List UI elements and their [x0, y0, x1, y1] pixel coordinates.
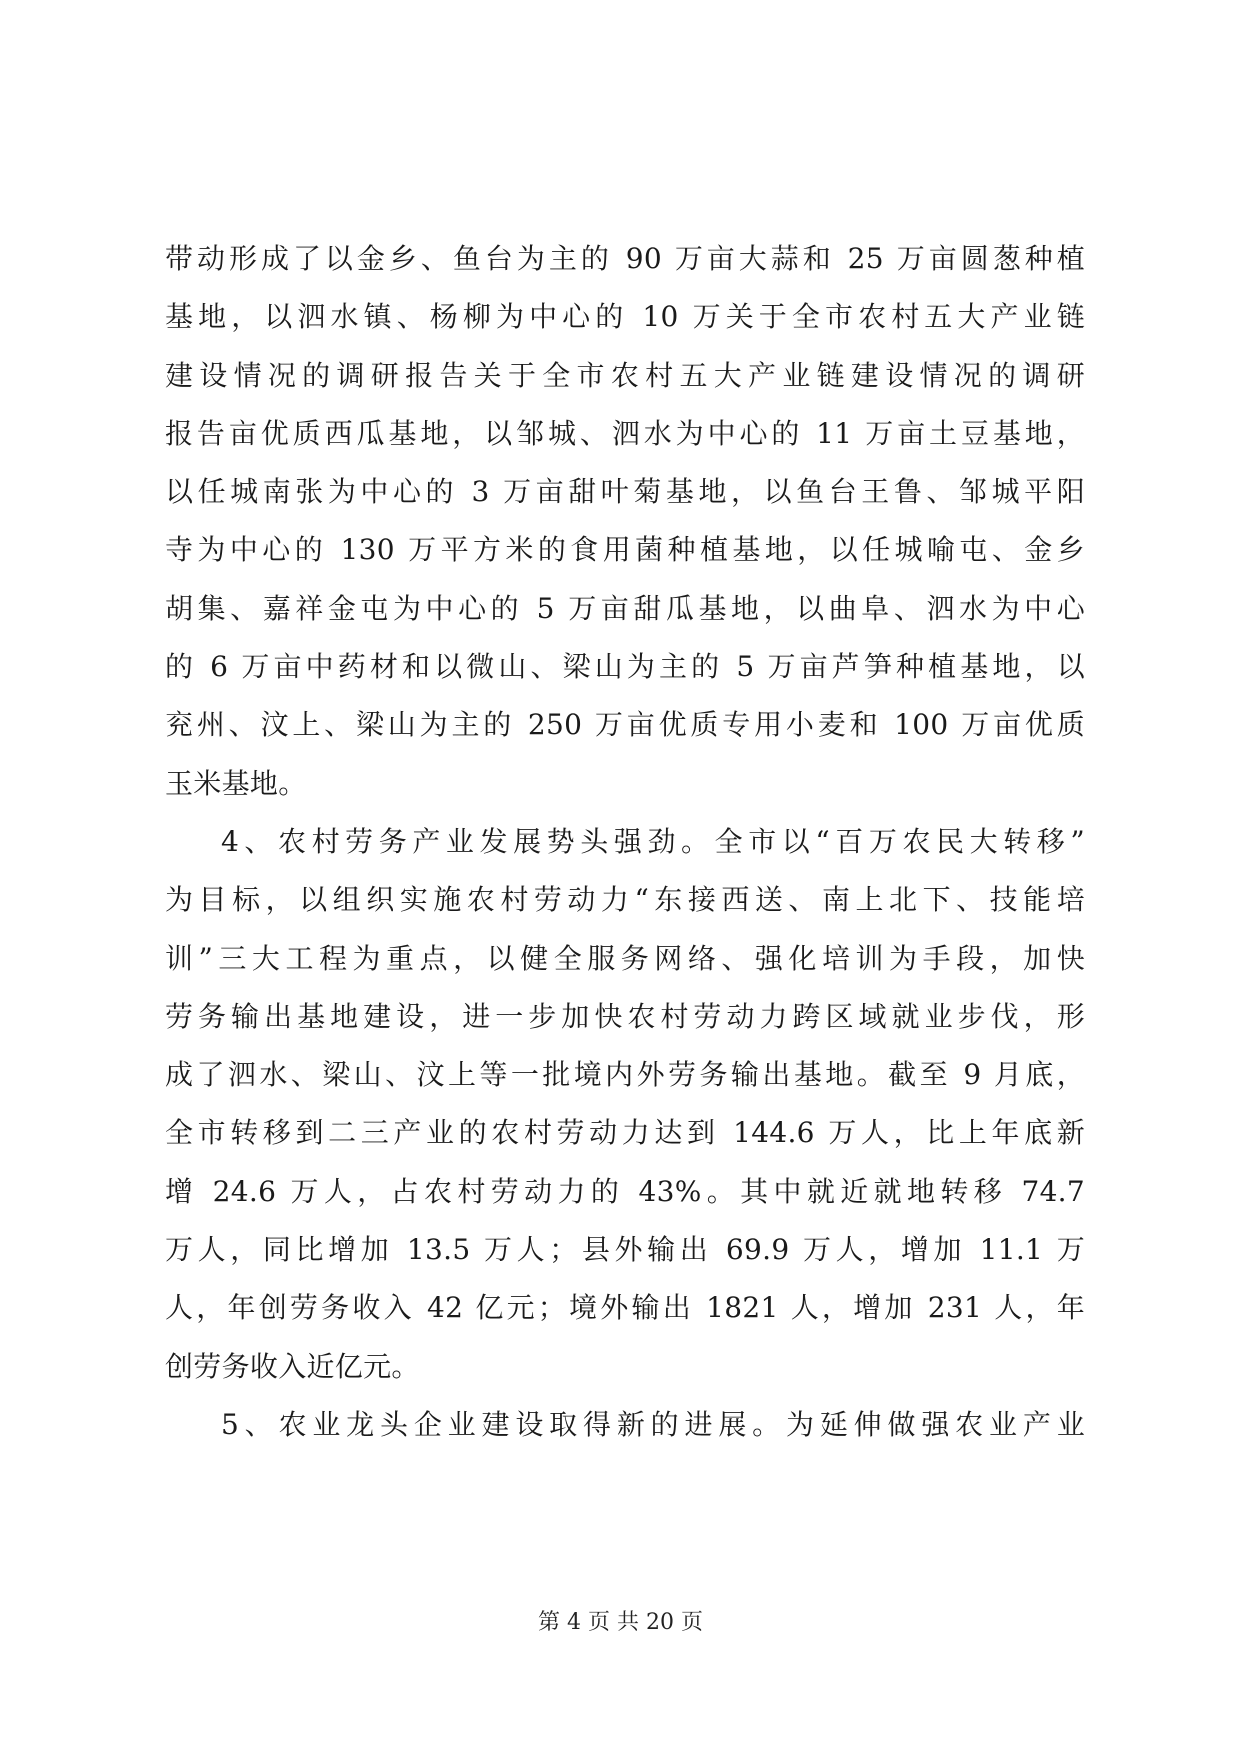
text-line: 万人，同比增加 13.5 万人；县外输出 69.9 万人，增加 11.1 万 [165, 1233, 1085, 1267]
text-line: 成了泗水、梁山、汶上等一批境内外劳务输出基地。截至 9 月底， [165, 1058, 1085, 1092]
paragraph [165, 230, 1085, 813]
text-line: 的 6 万亩中药材和以微山、梁山为主的 5 万亩芦笋种植基地，以 [165, 650, 1085, 684]
text-line: 胡集、嘉祥金屯为中心的 5 万亩甜瓜基地，以曲阜、泗水为中心 [165, 591, 1085, 625]
text-line: 创劳务收入近亿元。 [165, 1349, 420, 1383]
text-line: 兖州、汶上、梁山为主的 250 万亩优质专用小麦和 100 万亩优质 [165, 708, 1085, 742]
text-line: 带动形成了以金乡、鱼台为主的 90 万亩大蒜和 25 万亩圆葱种植 [165, 242, 1085, 275]
text-line: 为目标，以组织实施农村劳动力“东接西送、南上北下、技能培 [165, 883, 1085, 917]
text-line: 基地，以泗水镇、杨柳为中心的 10 万关于全市农村五大产业链 [165, 300, 1085, 334]
paragraph [165, 813, 1085, 1396]
text-line: 5、农业龙头企业建设取得新的进展。为延伸做强农业产业 [221, 1407, 1085, 1441]
page-number: 第 4 页 共 20 页 [538, 1610, 703, 1635]
text-line: 玉米基地。 [165, 766, 307, 800]
text-line: 4、农村劳务产业发展势头强劲。全市以“百万农民大转移” [221, 824, 1085, 858]
body-text [165, 230, 1085, 1454]
text-line: 全市转移到二三产业的农村劳动力达到 144.6 万人，比上年底新 [165, 1116, 1085, 1150]
text-line: 寺为中心的 130 万平方米的食用菌种植基地，以任城喻屯、金乡 [165, 533, 1085, 567]
text-line: 建设情况的调研报告关于全市农村五大产业链建设情况的调研 [165, 358, 1085, 392]
text-line: 劳务输出基地建设，进一步加快农村劳动力跨区域就业步伐，形 [165, 999, 1085, 1033]
text-line: 以任城南张为中心的 3 万亩甜叶菊基地，以鱼台王鲁、邹城平阳 [165, 475, 1085, 509]
page-footer [0, 1608, 1241, 1638]
text-line: 训”三大工程为重点，以健全服务网络、强化培训为手段，加快 [165, 941, 1085, 975]
text-line: 人，年创劳务收入 42 亿元；境外输出 1821 人，增加 231 人，年 [165, 1291, 1085, 1325]
text-line: 报告亩优质西瓜基地，以邹城、泗水为中心的 11 万亩土豆基地， [165, 416, 1085, 450]
text-line: 增 24.6 万人，占农村劳动力的 43%。其中就近就地转移 74.7 [165, 1174, 1085, 1208]
paragraph [165, 1396, 1085, 1454]
